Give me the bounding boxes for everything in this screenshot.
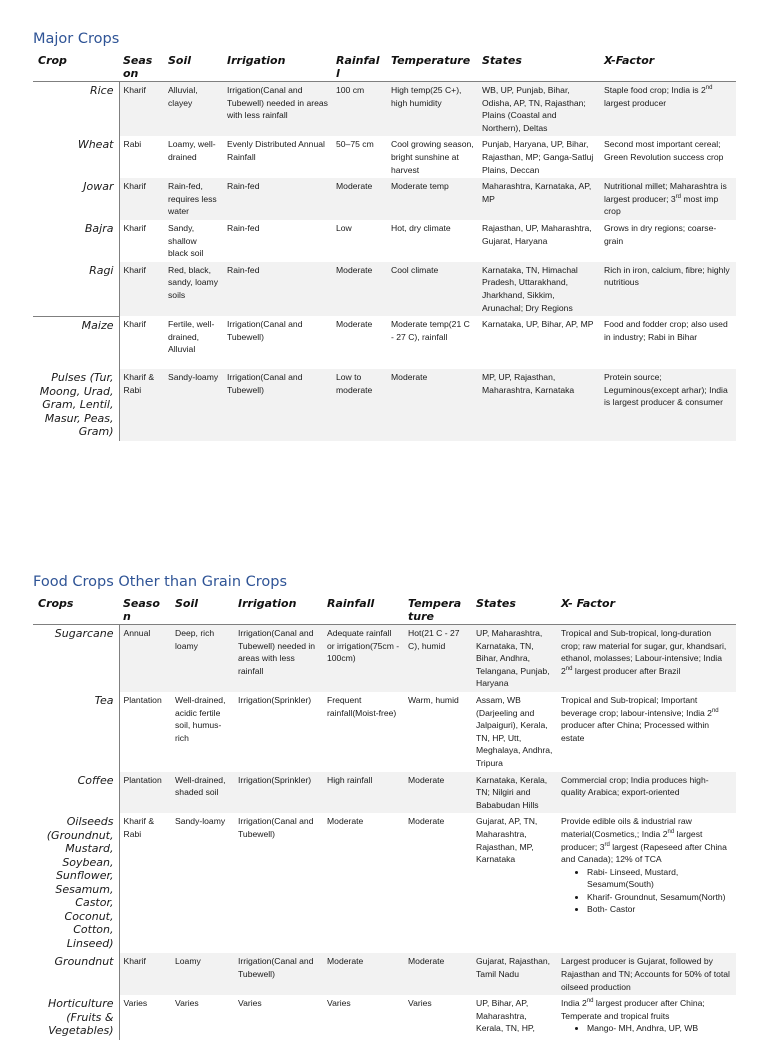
header-temperature: Tempera ture: [408, 597, 462, 623]
header-season: Seas on: [123, 54, 153, 80]
temperature-cell: [404, 625, 472, 692]
season-cell: [119, 692, 171, 772]
crop-name-text: Coffee: [77, 773, 114, 787]
xfactor-bullet-list: [561, 1022, 732, 1035]
season-text: Kharif: [123, 319, 146, 330]
xfactor-cell: [600, 262, 736, 316]
temperature-cell: [387, 178, 478, 220]
irrigation-cell: [234, 772, 323, 814]
rainfall-text: Frequent rainfall(Moist-free): [327, 694, 397, 718]
irrigation-text: Rain-fed: [227, 264, 260, 275]
soil-cell: [171, 772, 234, 814]
season-text: Plantation: [123, 694, 162, 705]
season-cell: [119, 953, 171, 995]
xfactor-text: Largest producer is Gujarat, followed by Rajasthan and TN; Accounts for 50% of total oilseed production: [561, 956, 730, 992]
season-text: Kharif: [123, 956, 146, 967]
rainfall-cell: [323, 953, 404, 995]
temperature-text: Warm, humid: [408, 694, 459, 705]
irrigation-text: Evenly Distributed Annual Rainfall: [227, 139, 325, 162]
table-row: [33, 813, 736, 953]
temperature-cell: [404, 813, 472, 953]
xfactor-text: Tropical and Sub-tropical; Important beverage crop; labour-intensive; India 2nd producer after China; Processed within estate: [561, 694, 719, 743]
irrigation-cell: [223, 220, 332, 262]
rainfall-text: Moderate: [327, 956, 364, 967]
rainfall-cell: [332, 178, 387, 220]
rainfall-text: Moderate: [336, 181, 373, 192]
states-text: UP, Bihar, AP, Maharashtra, Kerala, TN, HP,: [476, 998, 535, 1034]
rainfall-text: Adequate rainfall or irrigation(75cm - 100cm): [327, 628, 400, 664]
season-cell: [119, 178, 164, 220]
crop-name: [33, 369, 119, 441]
states-cell: [478, 220, 600, 262]
temperature-cell: [387, 262, 478, 316]
season-cell: [119, 995, 171, 1040]
crop-name-text: Tea: [94, 693, 114, 707]
soil-text: Sandy-loamy: [175, 816, 226, 827]
header-states: States: [476, 597, 516, 610]
table-row: [33, 772, 736, 814]
rainfall-text: Moderate: [336, 319, 373, 330]
table-row: [33, 82, 736, 137]
irrigation-cell: [234, 813, 323, 953]
major-crops-table: [33, 53, 736, 441]
xfactor-bullet-item: • Kharif- Groundnut, Sesamum(North): [587, 891, 732, 904]
states-text: Maharashtra, Karnataka, AP, MP: [482, 181, 592, 204]
states-cell: [472, 692, 557, 772]
states-text: Punjab, Haryana, UP, Bihar, Rajasthan, MP; Ganga-Satluj Plains, Deccan: [482, 139, 594, 175]
states-text: MP, UP, Rajasthan, Maharashtra, Karnataka: [482, 372, 575, 395]
rainfall-cell: [323, 692, 404, 772]
temperature-text: Moderate: [408, 816, 445, 827]
crop-name-text: Jowar: [83, 180, 114, 194]
soil-cell: [171, 625, 234, 692]
states-cell: [472, 813, 557, 953]
soil-cell: [164, 316, 223, 369]
states-cell: [472, 995, 557, 1040]
season-text: Kharif & Rabi: [123, 816, 155, 839]
states-cell: [472, 772, 557, 814]
temperature-text: Varies: [408, 998, 432, 1009]
rainfall-text: Low to moderate: [336, 372, 373, 395]
header-xfactor: X-Factor: [604, 54, 655, 67]
xfactor-text: Second most important cereal; Green Revolution success crop: [604, 139, 724, 162]
xfactor-cell: [557, 813, 736, 953]
crop-name-text: Bajra: [84, 221, 114, 235]
soil-cell: [164, 178, 223, 220]
states-cell: [472, 625, 557, 692]
soil-text: Well-drained, acidic fertile soil, humus-rich: [175, 694, 226, 743]
irrigation-cell: [234, 995, 323, 1040]
irrigation-cell: [223, 369, 332, 441]
xfactor-bullet-list: [561, 866, 732, 916]
states-cell: [478, 82, 600, 137]
xfactor-bullet-item: • Rabi- Linseed, Mustard, Sesamum(South): [587, 866, 732, 891]
xfactor-text: Rich in iron, calcium, fibre; highly nutritious: [604, 264, 730, 288]
soil-text: Varies: [175, 998, 199, 1009]
soil-text: Alluvial, clayey: [168, 85, 198, 108]
soil-text: Sandy, shallow black soil: [168, 222, 204, 259]
header-irrigation: Irrigation: [227, 54, 286, 67]
season-cell: [119, 369, 164, 441]
rainfall-cell: [332, 82, 387, 137]
table-row: [33, 625, 736, 692]
crop-name: [33, 220, 119, 262]
xfactor-cell: [557, 953, 736, 995]
xfactor-text: Protein source; Leguminous(except arhar); India is largest producer & consumer: [604, 372, 728, 408]
xfactor-text: India 2nd largest producer after China; Temperate and tropical fruits: [561, 998, 705, 1021]
header-crop: Crop: [38, 54, 67, 67]
header-soil: Soil: [168, 54, 192, 67]
irrigation-text: Rain-fed: [227, 222, 260, 233]
crop-name-text: Rice: [89, 84, 114, 97]
temperature-text: Moderate temp: [391, 181, 449, 192]
temperature-cell: [387, 136, 478, 178]
states-cell: [478, 369, 600, 441]
soil-text: Sandy-loamy: [168, 372, 219, 383]
season-cell: [119, 772, 171, 814]
table-row: [33, 262, 736, 316]
xfactor-bullet-item: • Both- Castor: [587, 903, 732, 916]
season-cell: [119, 262, 164, 316]
soil-text: Fertile, well-drained, Alluvial: [168, 319, 215, 355]
irrigation-text: Irrigation(Sprinkler): [238, 774, 312, 785]
xfactor-text: Staple food crop; India is 2nd largest producer: [604, 85, 713, 108]
xfactor-cell: [600, 316, 736, 369]
rainfall-cell: [323, 813, 404, 953]
season-text: Kharif: [123, 264, 146, 275]
crop-name-text: Horticulture (Fruits & Vegetables): [47, 997, 114, 1038]
season-cell: [119, 625, 171, 692]
soil-cell: [171, 813, 234, 953]
soil-text: Rain-fed, requires less water: [168, 181, 217, 217]
irrigation-cell: [223, 82, 332, 137]
table-row: [33, 953, 736, 995]
xfactor-text: Provide edible oils & industrial raw material(Cosmetics,; India 2nd largest producer; 3rd largest (Rapeseed after China and Canada); 12% of TCA: [561, 816, 727, 865]
soil-cell: [164, 262, 223, 316]
temperature-text: Moderate: [408, 774, 445, 785]
xfactor-cell: [600, 220, 736, 262]
season-text: Rabi: [123, 139, 142, 150]
irrigation-text: Irrigation(Canal and Tubewell) needed in areas with less rainfall: [227, 85, 328, 121]
crop-name: [33, 262, 119, 316]
soil-text: Loamy, well-drained: [168, 139, 216, 162]
temperature-text: Moderate: [391, 372, 428, 383]
temperature-cell: [404, 692, 472, 772]
crop-name-text: Ragi: [89, 263, 114, 277]
states-text: Assam, WB (Darjeeling and Jalpaiguri), Kerala, TN, HP, Utt, Meghalaya, Andhra, Tripura: [476, 694, 553, 768]
temperature-cell: [387, 369, 478, 441]
irrigation-text: Irrigation(Canal and Tubewell): [227, 319, 303, 342]
rainfall-cell: [332, 369, 387, 441]
rainfall-cell: [332, 262, 387, 316]
rainfall-text: Varies: [327, 998, 351, 1009]
crop-name-text: Groundnut: [54, 955, 114, 969]
crop-name: [33, 316, 119, 369]
crop-name: [33, 995, 119, 1040]
major-crops-title: Major Crops: [33, 31, 120, 47]
table-row: [33, 316, 736, 369]
rainfall-text: High rainfall: [327, 774, 373, 785]
temperature-text: High temp(25 C+), high humidity: [391, 85, 462, 108]
temperature-text: Cool climate: [391, 264, 439, 275]
soil-cell: [171, 953, 234, 995]
states-text: Gujarat, Rajasthan, Tamil Nadu: [476, 956, 551, 979]
xfactor-text: Grows in dry regions; coarse-grain: [604, 222, 717, 246]
temperature-text: Hot(21 C - 27 C), humid: [408, 628, 460, 651]
soil-cell: [164, 220, 223, 262]
rainfall-cell: [332, 136, 387, 178]
crop-name-text: Sugarcane: [54, 627, 114, 640]
xfactor-cell: [600, 178, 736, 220]
xfactor-cell: [600, 136, 736, 178]
irrigation-text: Irrigation(Sprinkler): [238, 694, 312, 705]
season-text: Kharif: [123, 85, 146, 95]
header-states: States: [482, 54, 522, 67]
header-temperature: Temperature: [391, 54, 471, 67]
xfactor-bullet-item: • Mango- MH, Andhra, UP, WB: [587, 1022, 732, 1035]
soil-text: Loamy: [175, 956, 201, 967]
states-cell: [478, 136, 600, 178]
season-text: Kharif & Rabi: [123, 372, 155, 395]
header-soil: Soil: [175, 597, 199, 610]
soil-text: Deep, rich loamy: [175, 628, 215, 651]
crop-name: [33, 82, 119, 137]
xfactor-cell: [600, 369, 736, 441]
soil-text: Well-drained, shaded soil: [175, 774, 226, 798]
xfactor-text: Commercial crop; India produces high-quality Arabica; export-oriented: [561, 774, 709, 798]
states-text: Gujarat, AP, TN, Maharashtra, Rajasthan, MP, Karnataka: [476, 816, 538, 865]
table-row: [33, 995, 736, 1040]
irrigation-text: Irrigation(Canal and Tubewell): [238, 956, 314, 979]
season-cell: [119, 813, 171, 953]
crop-name: [33, 136, 119, 178]
irrigation-text: Varies: [238, 998, 262, 1009]
table-header-row: [33, 53, 736, 82]
rainfall-text: Low: [336, 222, 352, 233]
header-rainfall: Rainfall: [327, 597, 375, 610]
rainfall-cell: [323, 625, 404, 692]
rainfall-text: Moderate: [327, 816, 364, 827]
table-row: [33, 136, 736, 178]
states-cell: [478, 178, 600, 220]
rainfall-cell: [332, 316, 387, 369]
xfactor-text: Nutritional millet; Maharashtra is largest producer; 3rd most imp crop: [604, 181, 727, 217]
irrigation-cell: [223, 262, 332, 316]
crop-name: [33, 953, 119, 995]
rainfall-cell: [323, 772, 404, 814]
crop-name: [33, 772, 119, 814]
temperature-cell: [404, 995, 472, 1040]
crop-name-text: Maize: [81, 318, 114, 332]
crop-name-text: Oilseeds (Groundnut, Mustard, Soybean, Sunflower, Sesamum, Castor, Coconut, Cotton, Linseed): [46, 815, 114, 950]
table-row: [33, 178, 736, 220]
rainfall-text: 100 cm: [336, 85, 365, 95]
xfactor-cell: [557, 995, 736, 1040]
states-cell: [478, 262, 600, 316]
xfactor-cell: [557, 692, 736, 772]
temperature-text: Hot, dry climate: [391, 222, 451, 233]
irrigation-cell: [234, 953, 323, 995]
temperature-cell: [387, 82, 478, 137]
temperature-text: Cool growing season, bright sunshine at harvest: [391, 139, 474, 175]
states-cell: [472, 953, 557, 995]
table-row: [33, 220, 736, 262]
soil-text: Red, black, sandy, loamy soils: [168, 264, 218, 300]
season-text: Plantation: [123, 774, 162, 785]
states-text: Karnataka, Kerala, TN; Nilgiri and Bababudan Hills: [476, 774, 548, 810]
season-cell: [119, 316, 164, 369]
crop-name: [33, 178, 119, 220]
crop-name: [33, 813, 119, 953]
irrigation-cell: [223, 316, 332, 369]
season-cell: [119, 82, 164, 137]
header-xfactor: X- Factor: [561, 597, 616, 610]
xfactor-text: Tropical and Sub-tropical, long-duration crop; raw material for sugar, gur, khandsari, ethanol, molasses; Labour-intensive; India 2nd largest producer after Brazil: [561, 628, 727, 676]
rainfall-text: Moderate: [336, 264, 373, 275]
rainfall-cell: [323, 995, 404, 1040]
temperature-cell: [387, 220, 478, 262]
irrigation-cell: [223, 178, 332, 220]
season-text: Varies: [123, 998, 148, 1009]
season-text: Annual: [123, 628, 151, 638]
crop-name-text: Pulses (Tur, Moong, Urad, Gram, Lentil, Masur, Peas, Gram): [39, 371, 114, 439]
states-cell: [478, 316, 600, 369]
crop-name: [33, 625, 119, 692]
soil-cell: [164, 136, 223, 178]
rainfall-text: 50–75 cm: [336, 139, 374, 150]
rainfall-cell: [332, 220, 387, 262]
table-row: [33, 692, 736, 772]
season-cell: [119, 220, 164, 262]
food-crops-table: [33, 596, 736, 1040]
temperature-text: Moderate: [408, 956, 445, 967]
soil-cell: [171, 692, 234, 772]
header-crops: Crops: [38, 597, 74, 610]
irrigation-text: Rain-fed: [227, 181, 260, 192]
irrigation-text: Irrigation(Canal and Tubewell) needed in areas with less rainfall: [238, 628, 316, 676]
irrigation-text: Irrigation(Canal and Tubewell): [238, 816, 314, 839]
soil-cell: [171, 995, 234, 1040]
temperature-cell: [404, 772, 472, 814]
season-cell: [119, 136, 164, 178]
crop-name-text: Wheat: [77, 138, 114, 152]
xfactor-text: Food and fodder crop; also used in industry; Rabi in Bihar: [604, 319, 728, 342]
states-text: Rajasthan, UP, Maharashtra, Gujarat, Haryana: [482, 222, 592, 246]
states-text: Karnataka, TN, Himachal Pradesh, Uttarakhand, Jharkhand, Sikkim, Arunachal; Dry Regions: [482, 264, 578, 313]
irrigation-cell: [234, 692, 323, 772]
soil-cell: [164, 82, 223, 137]
states-text: UP, Maharashtra, Karnataka, TN, Bihar, Andhra, Telangana, Punjab, Haryana: [476, 628, 550, 689]
crop-name: [33, 692, 119, 772]
states-text: WB, UP, Punjab, Bihar, Odisha, AP, TN, Rajasthan; Plains (Coastal and Northern), Deltas: [482, 85, 586, 133]
season-text: Kharif: [123, 222, 146, 233]
temperature-cell: [404, 953, 472, 995]
xfactor-cell: [557, 625, 736, 692]
temperature-cell: [387, 316, 478, 369]
table-row: [33, 369, 736, 441]
table-header-row: [33, 596, 736, 625]
states-text: Karnataka, UP, Bihar, AP, MP: [482, 319, 594, 330]
irrigation-cell: [223, 136, 332, 178]
xfactor-cell: [600, 82, 736, 137]
temperature-text: Moderate temp(21 C - 27 C), rainfall: [391, 319, 470, 342]
season-text: Kharif: [123, 181, 146, 192]
header-season: Seaso n: [123, 597, 160, 623]
xfactor-cell: [557, 772, 736, 814]
soil-cell: [164, 369, 223, 441]
header-irrigation: Irrigation: [238, 597, 297, 610]
irrigation-text: Irrigation(Canal and Tubewell): [227, 372, 303, 395]
food-crops-title: Food Crops Other than Grain Crops: [33, 574, 288, 590]
header-rainfall: Rainfal l: [336, 54, 380, 80]
irrigation-cell: [234, 625, 323, 692]
